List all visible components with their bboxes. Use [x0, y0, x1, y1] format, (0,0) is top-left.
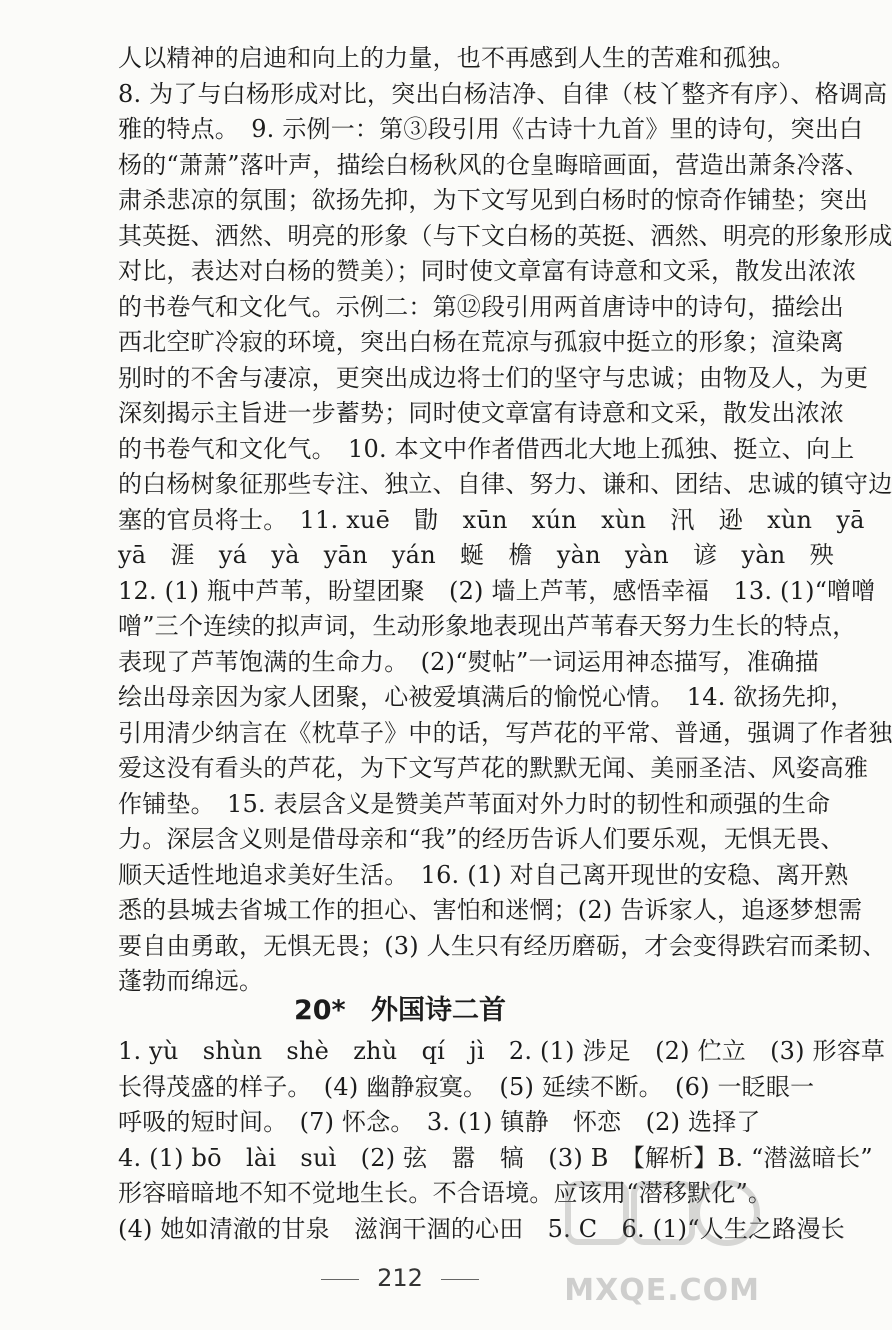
page-number: 212 [377, 1264, 423, 1292]
text-line: 深刻揭示主旨进一步蓄势；同时使文章富有诗意和文采，散发出浓浓 [118, 399, 844, 427]
footer-dash-right [441, 1279, 479, 1280]
text-line: 要自由勇敢，无惧无畏；(3) 人生只有经历磨砺，才会变得跌宕而柔韧、 [118, 931, 887, 960]
text-line: 杨的“萧萧”落叶声，描绘白杨秋风的仓皇晦暗画面，营造出萧条冷落、 [118, 150, 869, 179]
text-line: 对比，表达对白杨的赞美）；同时使文章富有诗意和文采，散发出浓浓 [118, 257, 857, 285]
text-line: 力。深层含义则是借母亲和“我”的经历告诉人们要乐观，无惧无畏、 [118, 825, 845, 853]
watermark-url: MXQE.COM [564, 1273, 760, 1308]
text-line: 作铺垫。 15. 表层含义是赞美芦苇面对外力时的韧性和顽强的生命 [118, 789, 831, 818]
text-line: (4) 她如清澈的甘泉 滋润干涸的心田 5. C 6. (1)“人生之路漫长 [118, 1214, 845, 1243]
section-number: 20* [293, 995, 346, 1026]
text-line: 爱这没有看头的芦花，为下文写芦花的默默无闻、美丽圣洁、风姿高雅 [118, 754, 869, 782]
text-line: 悉的县城去省城工作的担心、害怕和迷惘；(2) 告诉家人，追逐梦想需 [118, 896, 863, 924]
text-line: 别时的不舍与凄凉，更突出成边将士们的坚守与忠诚；由物及人，为更 [118, 363, 869, 392]
text-line: 其英挺、洒然、明亮的形象（与下文白杨的英挺、洒然、明亮的形象形成 [118, 221, 892, 250]
text-line: 蓬勃而绵远。 [118, 967, 264, 995]
text-line: 呼吸的短时间。 (7) 怀念。 3. (1) 镇静 怀恋 (2) 选择了 [118, 1108, 761, 1136]
text-line: 雅的特点。 9. 示例一：第③段引用《古诗十九首》里的诗句，突出白 [118, 115, 864, 143]
text-line: 西北空旷冷寂的环境，突出白杨在荒凉与孤寂中挺立的形象；渲染离 [118, 328, 844, 356]
text-line: 塞的官员将士。 11. xuē 勖 xūn xún xùn 汛 逊 xùn yā [118, 505, 865, 534]
text-line: 12. (1) 瓶中芦苇，盼望团聚 (2) 墙上芦苇，感悟幸福 13. (1)“噌噌 [118, 576, 876, 605]
text-line: 绘出母亲因为家人团聚，心被爱填满后的愉悦心情。 14. 欲扬先抑， [118, 683, 855, 711]
text-line: 8. 为了与白杨形成对比，突出白杨洁净、自律（枝丫整齐有序）、格调高 [118, 79, 888, 108]
text-line: 4. (1) bō lài suì (2) 弦 嚣 犒 (3) B 【解析】B. “潜滋暗长” [118, 1143, 873, 1172]
text-line: 顺天适性地追求美好生活。 16. (1) 对自己离开现世的安稳、离开熟 [118, 860, 849, 889]
text-line: 1. yù shùn shè zhù qí jì 2. (1) 涉足 (2) 伫立 (3) 形容草 [118, 1037, 886, 1065]
text-line: 的书卷气和文化气。 10. 本文中作者借西北大地上孤独、挺立、向上 [118, 434, 855, 463]
footer-dash-left [321, 1279, 359, 1280]
text-line: 长得茂盛的样子。 (4) 幽静寂寞。 (5) 延续不断。 (6) 一眨眼一 [118, 1072, 815, 1101]
text-line: 表现了芦苇饱满的生命力。 (2)“熨帖”一词运用神态描写，准确描 [118, 647, 819, 676]
section-title: 外国诗二首 [371, 995, 507, 1026]
text-line: 噌”三个连续的拟声词，生动形象地表现出芦苇春天努力生长的特点， [118, 612, 857, 640]
text-line: 的白杨树象征那些专注、独立、自律、努力、谦和、团结、忠诚的镇守边 [118, 470, 892, 498]
text-line: 人以精神的启迪和向上的力量，也不再感到人生的苦难和孤独。 [118, 44, 796, 72]
section-heading [0, 993, 800, 1029]
text-line: 的书卷气和文化气。示例二：第⑫段引用两首唐诗中的诗句，描绘出 [118, 292, 844, 321]
text-line: 形容暗暗地不知不觉地生长。不合语境。应该用“潜移默化”。 [118, 1179, 773, 1207]
text-line: yā 涯 yá yà yān yán 蜒 檐 yàn yàn 谚 yàn 殃 [118, 541, 834, 569]
text-line: 引用清少纳言在《枕草子》中的话，写芦花的平常、普通，强调了作者独 [118, 718, 892, 747]
text-line: 肃杀悲凉的氛围；欲扬先抑，为下文写见到白杨时的惊奇作铺垫；突出 [118, 186, 869, 214]
